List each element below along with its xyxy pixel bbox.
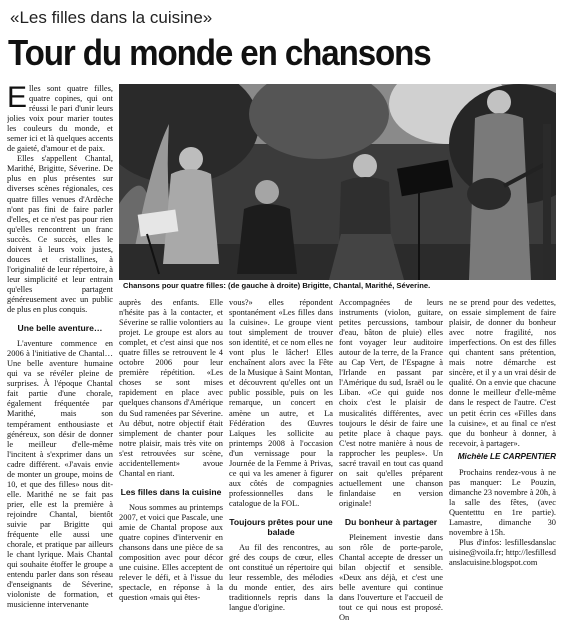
paragraph: L'aventure commence en 2006 à l'initiative de Chantal… Une belle aventure humaine qui va se révéler pleine de surprises. À l'époque Chantal fait partie d'une chorale, également fréquentée par Marithé, mais son tempérament enthousiaste et généreux, son désir de donner le meilleur d'elle-même l'incitent à s'exprimer dans un cadre différent. «J'avais envie de monter un groupe, moins de 10, et que des filles» nous dit-elle. Marithé ne se fait pas prier, elle est la première à rejoindre Chantal, bientôt suivie par Brigitte qui fréquente elle aussi une chorale, et pratique par ailleurs le chant lyrique. Mais Chantal qui souhaite étoffer le groupe a entendu parler dans son réseau d'enseignants de Séverine, violoniste de formation, et musicienne intervenante (7, 339, 113, 610)
column-5 (449, 298, 556, 626)
photo-four-singers (119, 84, 556, 280)
article-headline: Tour du monde en chansons (8, 32, 431, 73)
photo-caption: Chansons pour quatre filles: (de gauche à droite) Brigitte, Chantal, Marithé, Séverine. (123, 281, 431, 290)
paragraph: Elles s'appellent Chantal, Marithé, Brigitte, Séverine. De plus en plus présentes sur diverses scènes régionales, ces quatre filles venues d'Ardèche n'ont pas fini de faire parler d'elles, et ce n'est pas pour rien qu'elles rencontrent un franc succès. Ce succès, elles le doivent à leurs voix justes, douces et cristallines, à l'originalité de leur répertoire, à leur simplicité et leur entrain qu'elles partagent généreusement avec un public de plus en plus conquis. (7, 154, 113, 315)
author-signature: Michèle LE CARPENTIER (457, 451, 556, 461)
column-1 (7, 84, 113, 624)
column-4 (339, 298, 443, 626)
paragraph: Pleinement investie dans son rôle de porte-parole, Chantal accepte de dresser un bilan objectif et sensible. «Deux ans déjà, et c'est une belle aventure qui continue dans l'ouverture et l'accueil de tout ce qui nous est proposé. On (339, 533, 443, 623)
article-kicker: «Les filles dans la cuisine» (10, 8, 213, 27)
drop-cap: E (7, 84, 28, 114)
subheading-aventure: Une belle aventure… (17, 323, 103, 334)
paragraph-dates: Prochains rendez-vous à ne pas manquer: Le Pouzin, dimanche 23 novembre à 20h, à la salle des fêtes, (avec Quentetttu en 1re partie). Lamastre, dimanche 30 novembre à 15h. (449, 467, 556, 538)
subheading-balade: Toujours prêtes pour une balade (229, 516, 333, 538)
paragraph: Au fil des rencontres, au gré des coups de cœur, elles ont constitué un répertoire qui leur ressemble, des mélodies du monde entier, des airs traditionnels repris dans la langue d'origine. (229, 543, 333, 613)
subheading-bonheur: Du bonheur à partager (344, 516, 438, 527)
paragraph: Accompagnées de leurs instruments (violon, guitare, petites percussions, tambour d'eau, bâton de pluie) elles font voyager leur auditoire autour de la terre, de la France au Cap Vert, de l'Espagne à l'Irlande en passant par l'Amérique du sud, Israël ou le Liban. «Ce qui guide nos choix c'est le plaisir de musicalités différentes, avec toujours le désir de faire une petite place à chaque pays. C'est notre manière à nous de rapprocher les peuples». Un sacré travail en tout cas quand on sait qu'elles préparent actuellement une chanson finlandaise en version originale! (339, 298, 443, 508)
column-3 (229, 298, 333, 626)
subheading-filles-cuisine: Les filles dans la cuisine (120, 486, 222, 497)
lead-paragraph: Elles sont quatre filles, quatre copines, qui ont réussi le pari d'unir leurs jolies voix pour marier toutes les couleurs du monde, et semer ici et là quelques accents de gaieté, d'amour et de paix. (7, 84, 113, 154)
paragraph: Nous sommes au printemps 2007, et voici que Pascale, une amie de Chantal propose aux quatre copines d'intervenir en chansons dans une pièce de sa composition avec pour décor une cuisine. Elles acceptent de relever le défi, et à l'issue du spectacle, en réponse à la question «mais qui êtes- (119, 502, 223, 603)
paragraph: ne se prend pour des vedettes, on essaie simplement de faire plaisir, de donner du bonheur avec notre fragilité, nos imperfections. On est des filles qui chantent sans prétention, mais notre démarche est sincère, et il y a un vrai désir de qualité. On a envie que chacune donne le meilleur d'elle-même dans le respect de l'autre. C'est un petit écrin ces «Filles dans la cuisine», et au final ce n'est que du bonheur à donner, à recevoir, à partager». (449, 298, 556, 448)
contact-info: Plus d'infos: lesfillesdanslacuisine@voila.fr; http://lesfillesdanslacuisine.blogspot.com (449, 538, 556, 568)
paragraph: auprès des enfants. Elle n'hésite pas à la contacter, et Séverine se rallie volontiers au projet. Le groupe est alors au complet, et c'est ainsi que nos quatre filles se retrouvent le 4 octobre 2006 pour leur première répétition. «Les choses se sont mises rapidement en place avec quelques chansons d'Amérique du Sud ramenées par Séverine. Au début, notre objectif était simplement de chanter pour notre plaisir, mais très vite on s'est retrouvées sur scène, accidentellement» avoue Chantal en riant. (119, 298, 223, 478)
photo-illustration (119, 84, 556, 280)
column-2 (119, 298, 223, 626)
paragraph: vous?» elles répondent spontanément «Les filles dans la cuisine». Le groupe vient tout simplement de trouver son identité, et ce nom elles ne vont plus le lâcher! Elles enchaînent alors avec la Fête de la Musique à Saint Montan, et découvrent qu'elles ont un public possible, puis on les remarque, un concert en amène un autre, et La Fédération des Œuvres Laïques les sollicite au printemps 2008 à l'occasion d'un vernissage pour la Journée de la Femme à Privas, ce qui va les amener à figurer aux côtés de compagnies professionnelles dans le catalogue de la FOL. (229, 298, 333, 508)
